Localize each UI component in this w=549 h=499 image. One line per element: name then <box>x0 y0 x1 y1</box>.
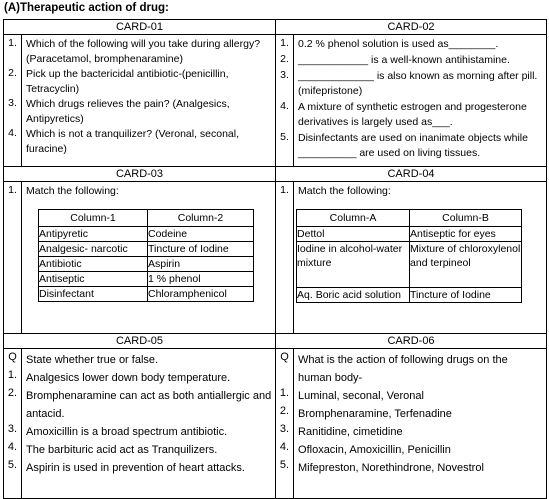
item-number: 4. <box>279 441 290 453</box>
item-number: 4. <box>280 100 289 112</box>
table-cell: Chloramphenicol <box>148 287 254 302</box>
card-01-header: CARD-01 <box>4 20 276 35</box>
item-number: 1. <box>280 37 289 49</box>
card-02-questions <box>294 35 547 167</box>
match-prompt: Match the following: <box>298 185 391 197</box>
cards-grid <box>3 19 547 499</box>
statement-text: Analgesics lower down body temperature. <box>26 372 231 384</box>
item-number: 3. <box>280 69 289 81</box>
question-text: A mixture of synthetic estrogen and progesterone derivatives is largely used as___. <box>298 101 527 128</box>
table-cell: Antiseptic <box>39 272 148 287</box>
table-row <box>297 242 522 288</box>
statement-text: Bromphenaramine can act as both antiallergic and antacid. <box>26 390 272 420</box>
item-number: 5. <box>279 459 290 471</box>
column-header: Column-A <box>297 210 410 227</box>
question-text: Which is not a tranquilizer? (Veronal, seconal, furacine) <box>26 128 240 155</box>
question-text: What is the action of following drugs on the human body- <box>298 354 508 384</box>
item-number: 3. <box>279 423 290 435</box>
table-cell: Mixture of chloroxylenol and terpineol <box>410 242 522 288</box>
item-number: 5. <box>280 131 289 143</box>
question-text: _____________ is also known as morning after pill. (mifepristone) <box>298 70 538 97</box>
item-number: 4. <box>7 441 18 453</box>
table-row <box>39 272 254 287</box>
table-cell: Tincture of Iodine <box>148 242 254 257</box>
drug-list: Mifepreston, Norethindrone, Novestrol <box>298 462 484 474</box>
table-cell: Codeine <box>148 227 254 242</box>
card-05-numbers <box>4 349 22 499</box>
card-06-header: CARD-06 <box>276 334 547 349</box>
match-prompt: Match the following: <box>26 185 119 197</box>
question-text: Which of the following will you take during allergy? (Paracetamol, bromphenaramine) <box>26 38 261 65</box>
item-number: 2. <box>7 387 18 399</box>
table-row <box>39 227 254 242</box>
question-marker: Q <box>280 351 289 363</box>
card-05-body <box>22 349 276 499</box>
table-row <box>39 287 254 302</box>
match-table <box>296 209 522 303</box>
card-02-numbers <box>276 35 294 167</box>
card-04-body <box>294 182 547 334</box>
drug-list: Ofloxacin, Amoxicillin, Penicillin <box>298 444 451 456</box>
card-04-header: CARD-04 <box>276 167 547 182</box>
column-header: Column-B <box>410 210 522 227</box>
card-03-number: 1. <box>4 182 22 334</box>
table-cell: Disinfectant <box>39 287 148 302</box>
item-number: 1. <box>8 37 17 49</box>
item-number: 2. <box>280 53 289 65</box>
drug-list: Ranitidine, cimetidine <box>298 426 403 438</box>
question-text: Which drugs relieves the pain? (Analgesics, Antipyretics) <box>26 98 230 125</box>
table-cell: Tincture of Iodine <box>410 288 522 303</box>
card-03-header: CARD-03 <box>4 167 276 182</box>
question-marker: Q <box>8 351 17 363</box>
card-06-body <box>294 349 547 499</box>
item-number: 1. <box>7 369 18 381</box>
card-05-header: CARD-05 <box>4 334 276 349</box>
table-row <box>39 242 254 257</box>
table-row <box>39 257 254 272</box>
table-cell: Antibiotic <box>39 257 148 272</box>
table-cell: Analgesic- narcotic <box>39 242 148 257</box>
question-text: Pick up the bactericidal antibiotic-(penicillin, Tetracyclin) <box>26 68 229 95</box>
item-number: 5. <box>7 459 18 471</box>
statement-text: Aspirin is used in prevention of heart attacks. <box>26 462 245 474</box>
item-number: 1. <box>279 387 290 399</box>
statement-text: Amoxicillin is a broad spectrum antibiotic. <box>26 426 228 438</box>
section-title: (A)Therapeutic action of drug: <box>4 2 169 14</box>
item-number: 2. <box>8 67 17 79</box>
table-row <box>297 288 522 303</box>
table-cell: Aspirin <box>148 257 254 272</box>
item-number: 4. <box>8 127 17 139</box>
card-03-body <box>22 182 276 334</box>
table-row <box>297 227 522 242</box>
match-table <box>38 209 254 302</box>
column-header: Column-1 <box>39 210 148 227</box>
drug-list: Bromphenaramine, Terfenadine <box>298 408 452 420</box>
question-text: Disinfectants are used on inanimate objects while __________ are used on living tissues. <box>298 132 528 159</box>
card-01-questions <box>22 35 276 167</box>
item-number: 3. <box>8 97 17 109</box>
table-cell: 1 % phenol <box>148 272 254 287</box>
card-04-number: 1. <box>276 182 294 334</box>
question-text: 0.2 % phenol solution is used as________. <box>298 38 499 50</box>
table-cell: Antiseptic for eyes <box>410 227 522 242</box>
column-header: Column-2 <box>148 210 254 227</box>
item-number: 2. <box>279 405 290 417</box>
drug-list: Luminal, seconal, Veronal <box>298 390 424 402</box>
card-01-numbers <box>4 35 22 167</box>
question-text: State whether true or false. <box>26 354 159 366</box>
statement-text: The barbituric acid act as Tranquilizers. <box>26 444 218 456</box>
card-02-header: CARD-02 <box>276 20 547 35</box>
table-cell: Iodine in alcohol-water mixture <box>297 242 410 288</box>
table-cell: Dettol <box>297 227 410 242</box>
table-cell: Aq. Boric acid solution <box>297 288 410 303</box>
question-text: ____________ is a well-known antihistamine. <box>298 54 510 66</box>
card-06-numbers <box>276 349 294 499</box>
item-number: 3. <box>7 423 18 435</box>
table-cell: Antipyretic <box>39 227 148 242</box>
